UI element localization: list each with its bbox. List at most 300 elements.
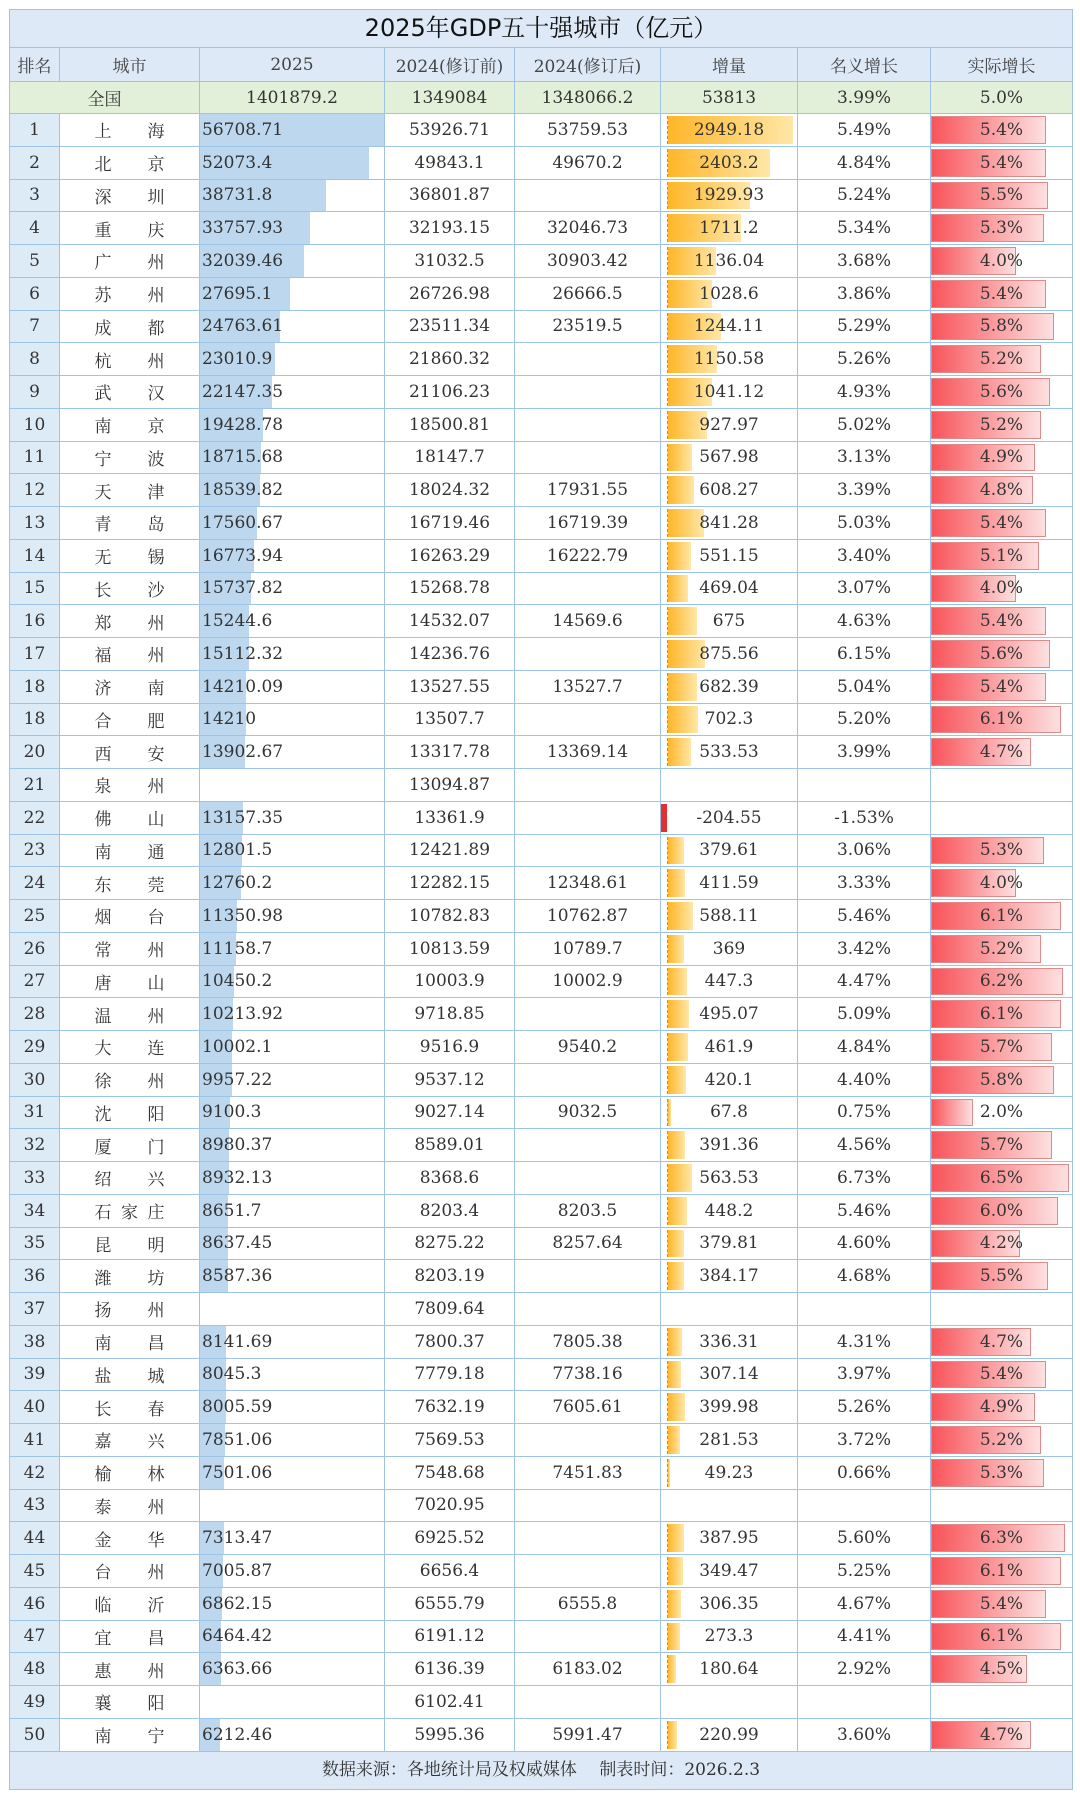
cell-real-growth	[931, 376, 1072, 408]
table-row	[10, 704, 1072, 737]
real-growth-text: 5.6%	[979, 643, 1024, 664]
city-text: 惠州	[94, 1661, 165, 1682]
table-row	[10, 1490, 1072, 1523]
cell-real-growth	[931, 573, 1072, 605]
city-text: 常州	[94, 941, 165, 962]
cell-real-growth	[931, 147, 1072, 179]
cell-nominal-growth	[798, 867, 931, 899]
cell-rank	[10, 769, 60, 801]
real-growth-text: 5.4%	[979, 611, 1024, 632]
cell-real-growth	[931, 311, 1072, 343]
table-body	[10, 114, 1072, 1752]
gdp-2024-post-text: 23519.5	[552, 316, 623, 337]
gdp-2024-pre-text: 26726.98	[408, 283, 491, 304]
real-growth-text: 6.1%	[979, 709, 1024, 730]
table-row	[10, 1621, 1072, 1654]
cell-increase	[661, 1260, 798, 1292]
gdp-2025-text: 6212.46	[202, 1724, 273, 1745]
cell-rank	[10, 1228, 60, 1260]
increase-bar	[667, 1655, 676, 1683]
gdp-2025-text: 14210.09	[202, 676, 284, 697]
cell-real-growth	[931, 802, 1072, 834]
city-text: 武汉	[94, 384, 165, 405]
cell-rank	[10, 1129, 60, 1161]
table-row	[10, 638, 1072, 671]
city-text: 北京	[94, 155, 165, 176]
gdp-2024-pre-text: 7548.68	[414, 1462, 485, 1483]
table-row	[10, 933, 1072, 966]
cell-real-growth	[931, 343, 1072, 375]
cell-nominal-growth	[798, 1719, 931, 1751]
cell-rank	[10, 376, 60, 408]
table-row	[10, 180, 1072, 213]
real-growth-text: 5.4%	[979, 1593, 1024, 1614]
cell-increase	[661, 343, 798, 375]
cell-city	[60, 1653, 200, 1685]
gdp-2025-text: 8637.45	[202, 1233, 273, 1254]
cell-gdp-2024-post	[515, 1129, 661, 1161]
cell-real-growth	[931, 1686, 1072, 1718]
cell-gdp-2025	[200, 867, 385, 899]
nominal-growth-text: 4.41%	[836, 1626, 891, 1647]
cell-city	[60, 1260, 200, 1292]
cell-increase	[661, 1719, 798, 1751]
city-text: 无锡	[94, 548, 165, 569]
nominal-growth-text: 3.97%	[836, 1364, 891, 1385]
increase-text: 495.07	[699, 1004, 759, 1025]
gdp-2024-post-text: 5991.47	[552, 1724, 623, 1745]
city-text: 广州	[94, 253, 165, 274]
nominal-growth-text: 3.40%	[836, 545, 891, 566]
cell-gdp-2024-post	[515, 1588, 661, 1620]
cell-nominal-growth	[798, 409, 931, 441]
cell-rank	[10, 180, 60, 212]
table-row	[10, 1326, 1072, 1359]
nominal-growth-text: -1.53%	[834, 807, 894, 828]
cell-gdp-2025	[200, 1031, 385, 1063]
cell-rank	[10, 1359, 60, 1391]
cell-gdp-2024-pre	[385, 966, 515, 998]
gdp-2024-pre-text: 23511.34	[408, 316, 491, 337]
real-growth-text: 6.5%	[979, 1167, 1024, 1188]
increase-text: 675	[712, 611, 746, 632]
nominal-growth-text: 4.60%	[836, 1233, 891, 1254]
rank-text: 38	[23, 1331, 46, 1352]
table-row	[10, 736, 1072, 769]
real-growth-text: 2.0%	[979, 1102, 1024, 1123]
cell-nominal-growth	[798, 278, 931, 310]
nominal-growth-text: 3.07%	[836, 578, 891, 599]
cell-gdp-2024-pre	[385, 1555, 515, 1587]
rank-text: 45	[23, 1560, 46, 1581]
table-row	[10, 1588, 1072, 1621]
nominal-growth-text: 5.49%	[836, 119, 891, 140]
gdp-2024-pre-text: 8203.4	[419, 1200, 480, 1221]
cell-rank	[10, 1686, 60, 1718]
city-text: 上海	[94, 122, 165, 143]
cell-gdp-2025	[200, 1653, 385, 1685]
cell-real-growth	[931, 1097, 1072, 1129]
gdp-2024-post-text: 6183.02	[552, 1659, 623, 1680]
header-real: 实际增长	[967, 57, 1036, 77]
cell-city	[60, 1359, 200, 1391]
increase-text: 927.97	[699, 414, 759, 435]
gdp-2025-text: 8045.3	[202, 1364, 262, 1385]
cell-rank	[10, 671, 60, 703]
cell-gdp-2024-post	[515, 1097, 661, 1129]
gdp-2024-pre-text: 18147.7	[414, 447, 485, 468]
gdp-2025-text: 33757.93	[202, 218, 284, 239]
nominal-growth-text: 4.31%	[836, 1331, 891, 1352]
increase-text: 1150.58	[693, 349, 765, 370]
cell-city	[60, 736, 200, 768]
city-text: 成都	[94, 318, 165, 339]
city-text: 徐州	[94, 1072, 165, 1093]
cell-rank	[10, 1457, 60, 1489]
total-label: 全国	[10, 82, 200, 113]
gdp-2024-pre-text: 53926.71	[408, 119, 491, 140]
cell-rank	[10, 1653, 60, 1685]
cell-real-growth	[931, 1228, 1072, 1260]
cell-gdp-2025	[200, 1195, 385, 1227]
gdp-2025-text: 15737.82	[202, 578, 284, 599]
gdp-2024-pre-text: 7809.64	[414, 1298, 485, 1319]
cell-real-growth	[931, 998, 1072, 1030]
cell-gdp-2024-pre	[385, 1195, 515, 1227]
cell-real-growth	[931, 1522, 1072, 1554]
cell-nominal-growth	[798, 998, 931, 1030]
real-growth-text: 6.1%	[979, 905, 1024, 926]
increase-text: 2949.18	[693, 119, 765, 140]
cell-gdp-2024-post	[515, 966, 661, 998]
gdp-2024-pre-text: 16719.46	[408, 512, 491, 533]
nominal-growth-text: 3.60%	[836, 1724, 891, 1745]
cell-gdp-2024-post	[515, 1457, 661, 1489]
gdp-2025-text: 19428.78	[202, 414, 284, 435]
cell-gdp-2024-post	[515, 802, 661, 834]
cell-rank	[10, 867, 60, 899]
city-text: 襄阳	[94, 1694, 165, 1715]
cell-city	[60, 278, 200, 310]
cell-real-growth	[931, 1326, 1072, 1358]
table-row	[10, 409, 1072, 442]
cell-rank	[10, 933, 60, 965]
cell-nominal-growth	[798, 605, 931, 637]
gdp-2025-text: 18539.82	[202, 480, 284, 501]
cell-gdp-2024-pre	[385, 1326, 515, 1358]
rank-text: 35	[23, 1233, 46, 1254]
real-growth-text: 5.2%	[979, 1429, 1024, 1450]
cell-nominal-growth	[798, 900, 931, 932]
rank-text: 10	[23, 414, 46, 435]
increase-bar	[667, 1361, 681, 1389]
increase-text: 387.95	[699, 1528, 759, 1549]
cell-increase	[661, 1293, 798, 1325]
increase-bar	[667, 1623, 680, 1651]
increase-bar	[667, 935, 684, 963]
cell-gdp-2024-pre	[385, 1359, 515, 1391]
gdp-2025-text: 6862.15	[202, 1593, 273, 1614]
cell-gdp-2025	[200, 1424, 385, 1456]
cell-gdp-2024-post	[515, 769, 661, 801]
real-growth-text: 5.2%	[979, 414, 1024, 435]
gdp-2025-text: 8980.37	[202, 1135, 273, 1156]
real-growth-text: 4.0%	[979, 873, 1024, 894]
cell-nominal-growth	[798, 540, 931, 572]
cell-gdp-2024-pre	[385, 1490, 515, 1522]
rank-text: 33	[23, 1167, 46, 1188]
cell-gdp-2024-pre	[385, 343, 515, 375]
gdp-2024-pre-text: 16263.29	[408, 545, 491, 566]
cell-gdp-2024-pre	[385, 605, 515, 637]
cell-gdp-2024-post	[515, 1162, 661, 1194]
increase-text: 1929.93	[693, 185, 765, 206]
cell-gdp-2025	[200, 1228, 385, 1260]
cell-real-growth	[931, 474, 1072, 506]
cell-city	[60, 1555, 200, 1587]
cell-gdp-2024-post	[515, 343, 661, 375]
table-row	[10, 1719, 1072, 1752]
city-text: 南通	[94, 842, 165, 863]
increase-text: 567.98	[699, 447, 759, 468]
city-text: 厦门	[94, 1137, 165, 1158]
increase-bar	[667, 706, 698, 734]
cell-rank	[10, 147, 60, 179]
increase-bar	[667, 1557, 683, 1585]
city-text: 榆林	[94, 1465, 165, 1486]
gdp-2025-text: 16773.94	[202, 545, 284, 566]
table-row	[10, 1031, 1072, 1064]
cell-gdp-2024-post	[515, 1621, 661, 1653]
cell-rank	[10, 245, 60, 277]
cell-nominal-growth	[798, 933, 931, 965]
cell-gdp-2024-post	[515, 1522, 661, 1554]
cell-rank	[10, 1031, 60, 1063]
rank-text: 20	[23, 742, 46, 763]
increase-text: 875.56	[699, 643, 759, 664]
gdp-2024-post-text: 7738.16	[552, 1364, 623, 1385]
rank-text: 44	[23, 1528, 46, 1549]
gdp-2025-text: 13902.67	[202, 742, 284, 763]
real-growth-text: 5.8%	[979, 1069, 1024, 1090]
cell-real-growth	[931, 1588, 1072, 1620]
cell-gdp-2024-post	[515, 573, 661, 605]
city-text: 绍兴	[94, 1170, 165, 1191]
cell-gdp-2025	[200, 1522, 385, 1554]
cell-real-growth	[931, 245, 1072, 277]
nominal-growth-text: 5.03%	[836, 512, 891, 533]
cell-gdp-2024-pre	[385, 1686, 515, 1718]
increase-text: 399.98	[699, 1397, 759, 1418]
city-text: 嘉兴	[94, 1432, 165, 1453]
rank-text: 24	[23, 873, 46, 894]
cell-gdp-2024-pre	[385, 376, 515, 408]
cell-rank	[10, 573, 60, 605]
gdp-2024-pre-text: 8589.01	[414, 1135, 485, 1156]
cell-city	[60, 212, 200, 244]
rank-text: 4	[29, 218, 40, 239]
total-2024-pre: 1349084	[385, 82, 515, 113]
rank-text: 27	[23, 971, 46, 992]
cell-gdp-2024-post	[515, 311, 661, 343]
rank-text: 21	[23, 774, 46, 795]
cell-gdp-2024-pre	[385, 638, 515, 670]
increase-bar	[667, 542, 691, 570]
rank-text: 5	[29, 250, 40, 271]
table-row	[10, 1555, 1072, 1588]
cell-increase	[661, 1391, 798, 1423]
city-text: 南京	[94, 417, 165, 438]
city-text: 沈阳	[94, 1104, 165, 1125]
cell-gdp-2024-pre	[385, 409, 515, 441]
increase-text: 461.9	[704, 1036, 754, 1057]
cell-gdp-2024-pre	[385, 867, 515, 899]
nominal-growth-text: 5.24%	[836, 185, 891, 206]
table-row	[10, 1457, 1072, 1490]
gdp-2024-pre-text: 36801.87	[408, 185, 491, 206]
cell-gdp-2025	[200, 1097, 385, 1129]
cell-city	[60, 1391, 200, 1423]
cell-city	[60, 507, 200, 539]
cell-rank	[10, 1064, 60, 1096]
increase-bar	[667, 902, 693, 930]
increase-bar	[667, 1066, 686, 1094]
cell-gdp-2025	[200, 1326, 385, 1358]
cell-gdp-2025	[200, 1359, 385, 1391]
cell-rank	[10, 1326, 60, 1358]
real-growth-bar	[931, 1099, 973, 1127]
cell-city	[60, 147, 200, 179]
cell-gdp-2024-pre	[385, 1588, 515, 1620]
cell-gdp-2025	[200, 1555, 385, 1587]
nominal-growth-text: 5.26%	[836, 349, 891, 370]
gdp-2024-pre-text: 49843.1	[414, 152, 485, 173]
nominal-growth-text: 4.47%	[836, 971, 891, 992]
header-row	[10, 48, 1072, 82]
cell-gdp-2024-pre	[385, 1719, 515, 1751]
cell-gdp-2025	[200, 1260, 385, 1292]
header-nominal: 名义增长	[798, 48, 931, 81]
cell-gdp-2024-pre	[385, 474, 515, 506]
cell-city	[60, 442, 200, 474]
city-text: 天津	[94, 482, 165, 503]
city-text: 泰州	[94, 1497, 165, 1518]
cell-gdp-2024-pre	[385, 769, 515, 801]
nominal-growth-text: 3.06%	[836, 840, 891, 861]
cell-increase	[661, 671, 798, 703]
cell-rank	[10, 442, 60, 474]
cell-rank	[10, 278, 60, 310]
increase-text: 369	[712, 938, 746, 959]
gdp-2025-text: 7851.06	[202, 1429, 273, 1450]
cell-nominal-growth	[798, 212, 931, 244]
city-text: 济南	[94, 679, 165, 700]
cell-increase	[661, 802, 798, 834]
gdp-2024-post-text: 26666.5	[552, 283, 623, 304]
rank-text: 43	[23, 1495, 46, 1516]
cell-gdp-2024-pre	[385, 1391, 515, 1423]
cell-gdp-2024-post	[515, 1424, 661, 1456]
cell-increase	[661, 933, 798, 965]
cell-gdp-2024-post	[515, 507, 661, 539]
cell-gdp-2025	[200, 802, 385, 834]
cell-gdp-2024-post	[515, 1555, 661, 1587]
increase-bar	[667, 1099, 671, 1127]
gdp-2024-post-text: 53759.53	[546, 119, 629, 140]
city-text: 潍坊	[94, 1268, 165, 1289]
cell-nominal-growth	[798, 507, 931, 539]
nominal-growth-text: 3.86%	[836, 283, 891, 304]
cell-gdp-2024-post	[515, 998, 661, 1030]
cell-rank	[10, 704, 60, 736]
cell-nominal-growth	[798, 1522, 931, 1554]
cell-nominal-growth	[798, 343, 931, 375]
cell-increase	[661, 147, 798, 179]
increase-text: 420.1	[704, 1069, 754, 1090]
increase-text: 411.59	[699, 873, 759, 894]
cell-gdp-2024-post	[515, 474, 661, 506]
gdp-2024-pre-text: 6656.4	[419, 1560, 480, 1581]
cell-gdp-2024-post	[515, 1359, 661, 1391]
increase-text: 841.28	[699, 512, 759, 533]
cell-rank	[10, 966, 60, 998]
increase-text: 281.53	[699, 1429, 759, 1450]
cell-gdp-2024-post	[515, 867, 661, 899]
cell-gdp-2025	[200, 933, 385, 965]
cell-city	[60, 409, 200, 441]
cell-gdp-2024-post	[515, 114, 661, 146]
cell-real-growth	[931, 1293, 1072, 1325]
cell-gdp-2025	[200, 147, 385, 179]
cell-gdp-2024-pre	[385, 311, 515, 343]
cell-nominal-growth	[798, 1228, 931, 1260]
increase-text: 1028.6	[699, 283, 759, 304]
cell-rank	[10, 474, 60, 506]
gdp-2024-post-text: 16719.39	[546, 512, 629, 533]
gdp-2024-pre-text: 14532.07	[408, 611, 491, 632]
cell-real-growth	[931, 933, 1072, 965]
table-title: 2025年GDP五十强城市（亿元）	[10, 10, 1072, 48]
table-row	[10, 867, 1072, 900]
cell-increase	[661, 1555, 798, 1587]
real-growth-text: 4.7%	[979, 1724, 1024, 1745]
increase-bar	[667, 1524, 684, 1552]
cell-gdp-2024-pre	[385, 1162, 515, 1194]
cell-city	[60, 1097, 200, 1129]
cell-gdp-2024-post	[515, 409, 661, 441]
cell-gdp-2024-post	[515, 933, 661, 965]
cell-rank	[10, 638, 60, 670]
increase-text: 379.61	[699, 840, 759, 861]
gdp-2024-pre-text: 8275.22	[414, 1233, 485, 1254]
gdp-2024-pre-text: 18024.32	[408, 480, 491, 501]
cell-gdp-2025	[200, 1621, 385, 1653]
real-growth-text: 4.8%	[979, 480, 1024, 501]
cell-nominal-growth	[798, 1359, 931, 1391]
increase-bar	[667, 1426, 680, 1454]
cell-gdp-2024-pre	[385, 507, 515, 539]
nominal-growth-text: 5.60%	[836, 1528, 891, 1549]
cell-nominal-growth	[798, 1686, 931, 1718]
increase-text: 588.11	[699, 905, 759, 926]
cell-gdp-2024-pre	[385, 1031, 515, 1063]
cell-rank	[10, 1293, 60, 1325]
cell-increase	[661, 966, 798, 998]
cell-increase	[661, 638, 798, 670]
cell-nominal-growth	[798, 1097, 931, 1129]
city-text: 重庆	[94, 220, 165, 241]
cell-gdp-2024-pre	[385, 1293, 515, 1325]
